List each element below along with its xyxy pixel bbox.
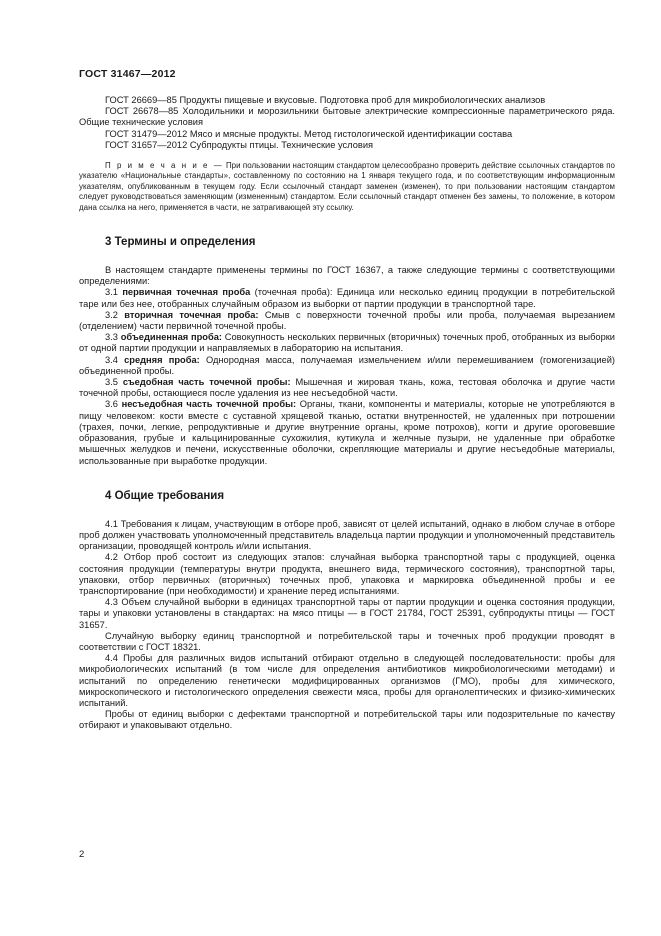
- term-text: Однородная масса, получаемая измельчением и/или перемешиванием (гомогенизацией) объединенной пробы.: [79, 354, 615, 376]
- term-number: 3.5: [105, 377, 123, 388]
- term-name: первичная точечная проба: [122, 287, 251, 298]
- section-4-paragraph: Случайную выборку единиц транспортной и потребительской тары и точечных проб продукции проводят в соответствии с ГОСТ 18321.: [79, 630, 615, 652]
- term-text: Мышечная и жировая ткань, кожа, тестовая оболочка и другие части точечной пробы, остающиеся после удаления из нее несъедобной части.: [79, 377, 615, 399]
- term-name: вторичная точечная проба:: [124, 309, 259, 320]
- reference-item: ГОСТ 26669—85 Продукты пищевые и вкусовые. Подготовка проб для микробиологических анализов: [105, 95, 546, 105]
- term-number: 3.1: [105, 287, 123, 298]
- term-number: 3.4: [105, 354, 125, 365]
- section-4-paragraph: 4.4 Пробы для различных видов испытаний отбирают отдельно в следующей последовательности: пробы для микробиологических испытаний (в том числе для определения антибиотиков микробиологическими методами) и испытаний по определению генетически модифицированных организмов (ГМО), пробы для химического, микроскопического и гистологического определения свежести мяса, пробы для органолептических и физико-химических испытаний.: [79, 653, 615, 708]
- term-text: Совокупность нескольких первичных (вторичных) точечных проб, отобранных из выборки от одной партии продукции и направляемых в лабораторию на испытания.: [79, 332, 615, 354]
- term-text: (точечная проба): Единица или несколько единиц продукции в потребительской таре или без нее, отобранных случайным образом из выборки от партии продукции в транспортной таре.: [79, 287, 615, 309]
- section-3-heading: 3 Термины и определения: [105, 236, 256, 249]
- page-number: 2: [79, 849, 85, 860]
- normative-references-list: [79, 95, 615, 151]
- term-text: Смыв с поверхности точечной пробы или проба, получаемая вырезанием (отделением) части первичной точечной пробы.: [79, 309, 615, 332]
- reference-item: ГОСТ 31479—2012 Мясо и мясные продукты. Метод гистологической идентификации состава: [105, 128, 513, 139]
- note-label: П р и м е ч а н и е —: [105, 161, 224, 171]
- term-definition: [79, 287, 615, 309]
- section-4-heading: 4 Общие требования: [105, 489, 225, 502]
- term-name: съедобная часть точечной пробы:: [122, 377, 291, 388]
- term-definition: [79, 399, 615, 466]
- section-4-paragraph: 4.3 Объем случайной выборки в единицах транспортной тары от партии продукции и оценка состояния продукции, тары и упаковки установлены в стандартах: на мясо птицы — в ГОСТ 21784, ГОСТ 25391, субпродукты птицы — ГОСТ 31657.: [79, 597, 615, 630]
- term-definition: [79, 332, 615, 354]
- term-definition: [79, 377, 615, 399]
- term-name: объединенная проба:: [120, 332, 222, 343]
- reference-item: ГОСТ 26678—85 Холодильники и морозильники бытовые электрические компрессионные параметрического ряда. Общие технические условия: [79, 106, 615, 128]
- term-text: Органы, ткани, компоненты и материалы, которые не употребляются в пищу человеком: кости вместе с суставной хрящевой тканью, остатки внутренностей, не удаленных при потрошении (трахея, почки, легкие, репродуктивные и другие внутренние органы, кроме потрохов), когти и другие ороговевшие образования, грубые и кальцинированные сухожилия, кутикула и желчные пузыри, не удаленные при обработке мышечных желудков и печени, искусственные оболочки, скрепляющие материалы и другие несъедобные материалы, использованные при выработке продукции.: [79, 399, 615, 466]
- note-text: При пользовании настоящим стандартом целесообразно проверить действие ссылочных стандартов по указателю «Национальные стандарты», составленному по состоянию на 1 января текущего года, и по соответствующим информационным указателям, опубликованным в текущем году. Если ссылочный стандарт заменен (изменен), то при пользовании настоящим стандартом следует руководствоваться заменяющим (измененным) стандартом. Если ссылочный стандарт отменен без замены, то положение, в котором дана ссылка на него, применяется в части, не затрагивающей эту ссылку.: [79, 161, 615, 212]
- page-content: [79, 95, 615, 732]
- reference-item: ГОСТ 31657—2012 Субпродукты птицы. Технические условия: [105, 139, 374, 150]
- section-4-paragraph: 4.2 Отбор проб состоит из следующих этапов: случайная выборка транспортной тары с продукцией, оценка состояния продукции (температуры внутри продукта, внешнего вида, термического состояния), транспортной тары, упаковки, отбор первичных (вторичных) точечных проб, упаковка и маркировка объединенной пробы и ее транспортирование (при необходимости) и хранение перед испытаниями.: [79, 552, 615, 596]
- note-paragraph: [79, 161, 615, 213]
- term-number: 3.2: [105, 309, 125, 320]
- term-name: несъедобная часть точечной пробы:: [121, 399, 297, 410]
- section-4-paragraph: 4.1 Требования к лицам, участвующим в отборе проб, зависят от целей испытаний, однако в любом случае в отборе проб должен участвовать уполномоченный представитель владельца партии продукции и уполномоченный представитель организации, проводящей контроль и/или испытания.: [79, 518, 615, 552]
- term-number: 3.6: [105, 399, 122, 410]
- term-name: средняя проба:: [124, 354, 200, 365]
- term-definition: [79, 310, 615, 332]
- running-header: ГОСТ 31467—2012: [79, 68, 176, 80]
- section-3-intro: В настоящем стандарте применены термины по ГОСТ 16367, а также следующие термины с соответствующими определениями:: [79, 265, 615, 287]
- term-number: 3.3: [105, 332, 121, 343]
- section-4-paragraph: Пробы от единиц выборки с дефектами транспортной и потребительской тары или подозрительные по качеству отбирают и упаковывают отдельно.: [79, 709, 615, 731]
- term-definition: [79, 355, 615, 377]
